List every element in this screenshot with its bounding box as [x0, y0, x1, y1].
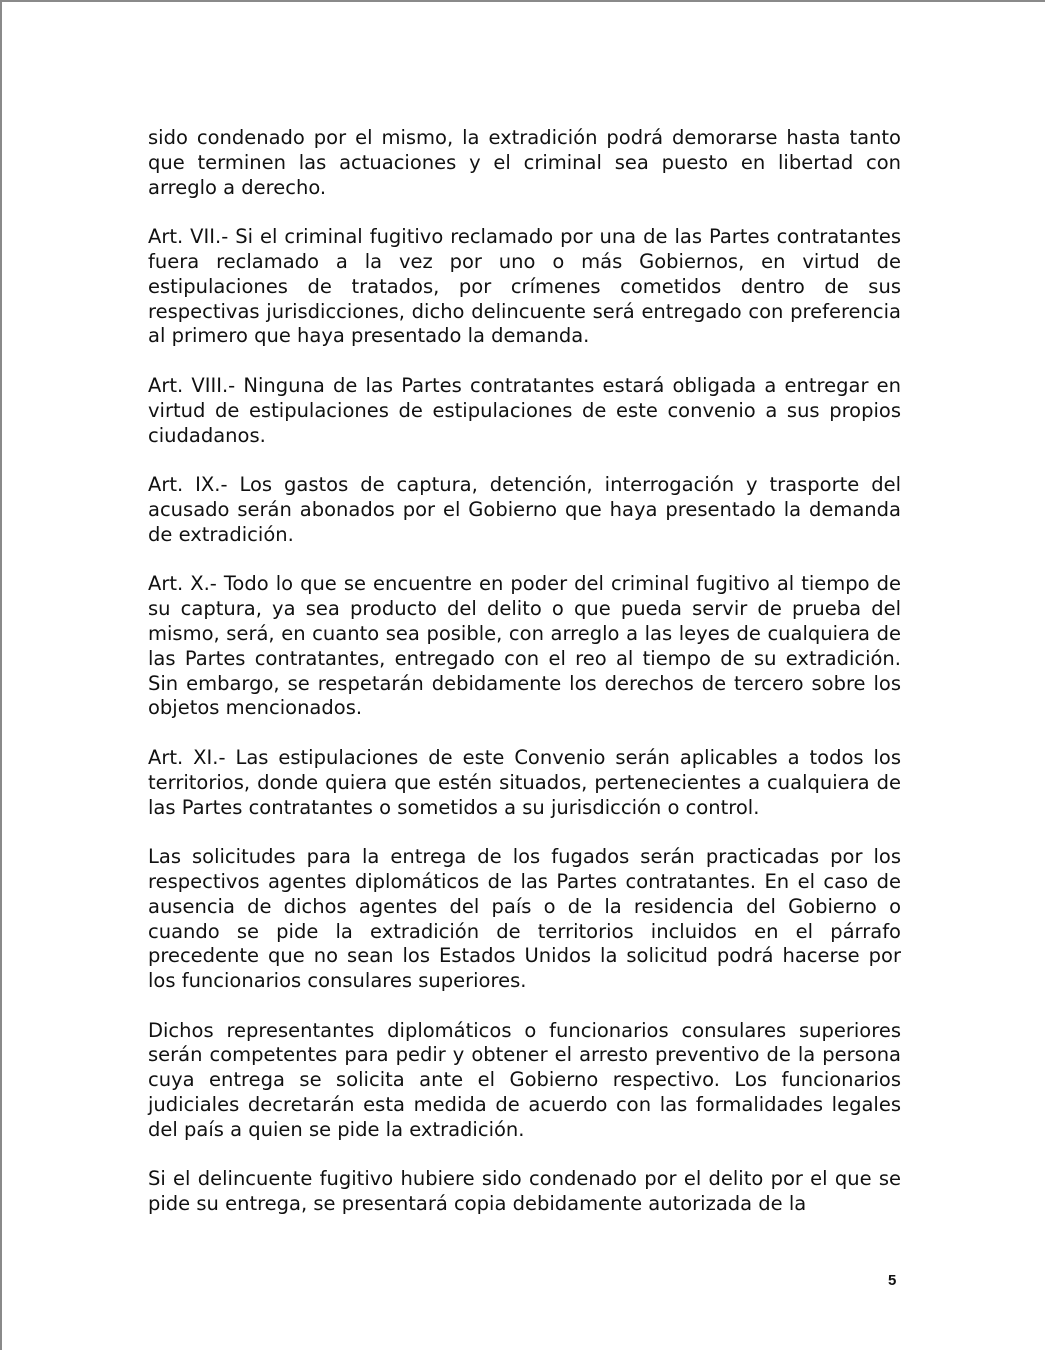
paragraph-art-xi: Art. XI.- Las estipulaciones de este Convenio serán aplicables a todos los territorios, donde quiera que estén situados, pertenecientes a cualquiera de las Partes contratantes o sometidos a su jurisdicción o control. — [148, 745, 901, 819]
paragraph-solicitudes: Las solicitudes para la entrega de los fugados serán practicadas por los respectivos agentes diplomáticos de las Partes contratantes. En el caso de ausencia de dichos agentes del país o de la residencia del Gobierno o cuando se pide la extradición de territorios incluidos en el párrafo precedente que no sean los Estados Unidos la solicitud podrá hacerse por los funcionarios consulares superiores. — [148, 845, 901, 993]
paragraph-condena: Si el delincuente fugitivo hubiere sido condenado por el delito por el que se pide su entrega, se presentará copia debidamente autorizada de la — [148, 1167, 901, 1216]
paragraph-art-x: Art. X.- Todo lo que se encuentre en poder del criminal fugitivo al tiempo de su captura, ya sea producto del delito o que pueda servir de prueba del mismo, será, en cuanto sea posible, con arreglo a las leyes de cualquiera de las Partes contratantes, entregado con el reo al tiempo de su extradición. Sin embargo, se respetarán debidamente los derechos de tercero sobre los objetos mencionados. — [148, 572, 901, 720]
page-number: 5 — [888, 1272, 897, 1289]
paragraph-art-vii: Art. VII.- Si el criminal fugitivo reclamado por una de las Partes contratantes fuera reclamado a la vez por uno o más Gobiernos, en virtud de estipulaciones de tratados, por crímenes cometidos dentro de sus respectivas jurisdicciones, dicho delincuente será entregado con preferencia al primero que haya presentado la demanda. — [148, 225, 901, 348]
paragraph-art-viii: Art. VIII.- Ninguna de las Partes contratantes estará obligada a entregar en virtud de estipulaciones de estipulaciones de este convenio a sus propios ciudadanos. — [148, 373, 901, 447]
paragraph-art-ix: Art. IX.- Los gastos de captura, detención, interrogación y trasporte del acusado serán abonados por el Gobierno que haya presentado la demanda de extradición. — [148, 473, 901, 546]
document-body — [148, 126, 901, 1242]
paragraph-representantes: Dichos representantes diplomáticos o funcionarios consulares superiores serán competentes para pedir y obtener el arresto preventivo de la persona cuya entrega se solicita ante el Gobierno respectivo. Los funcionarios judiciales decretarán esta medida de acuerdo con las formalidades legales del país a quien se pide la extradición. — [148, 1018, 901, 1141]
paragraph-continuation: sido condenado por el mismo, la extradición podrá demorarse hasta tanto que terminen las actuaciones y el criminal sea puesto en libertad con arreglo a derecho. — [148, 126, 901, 199]
